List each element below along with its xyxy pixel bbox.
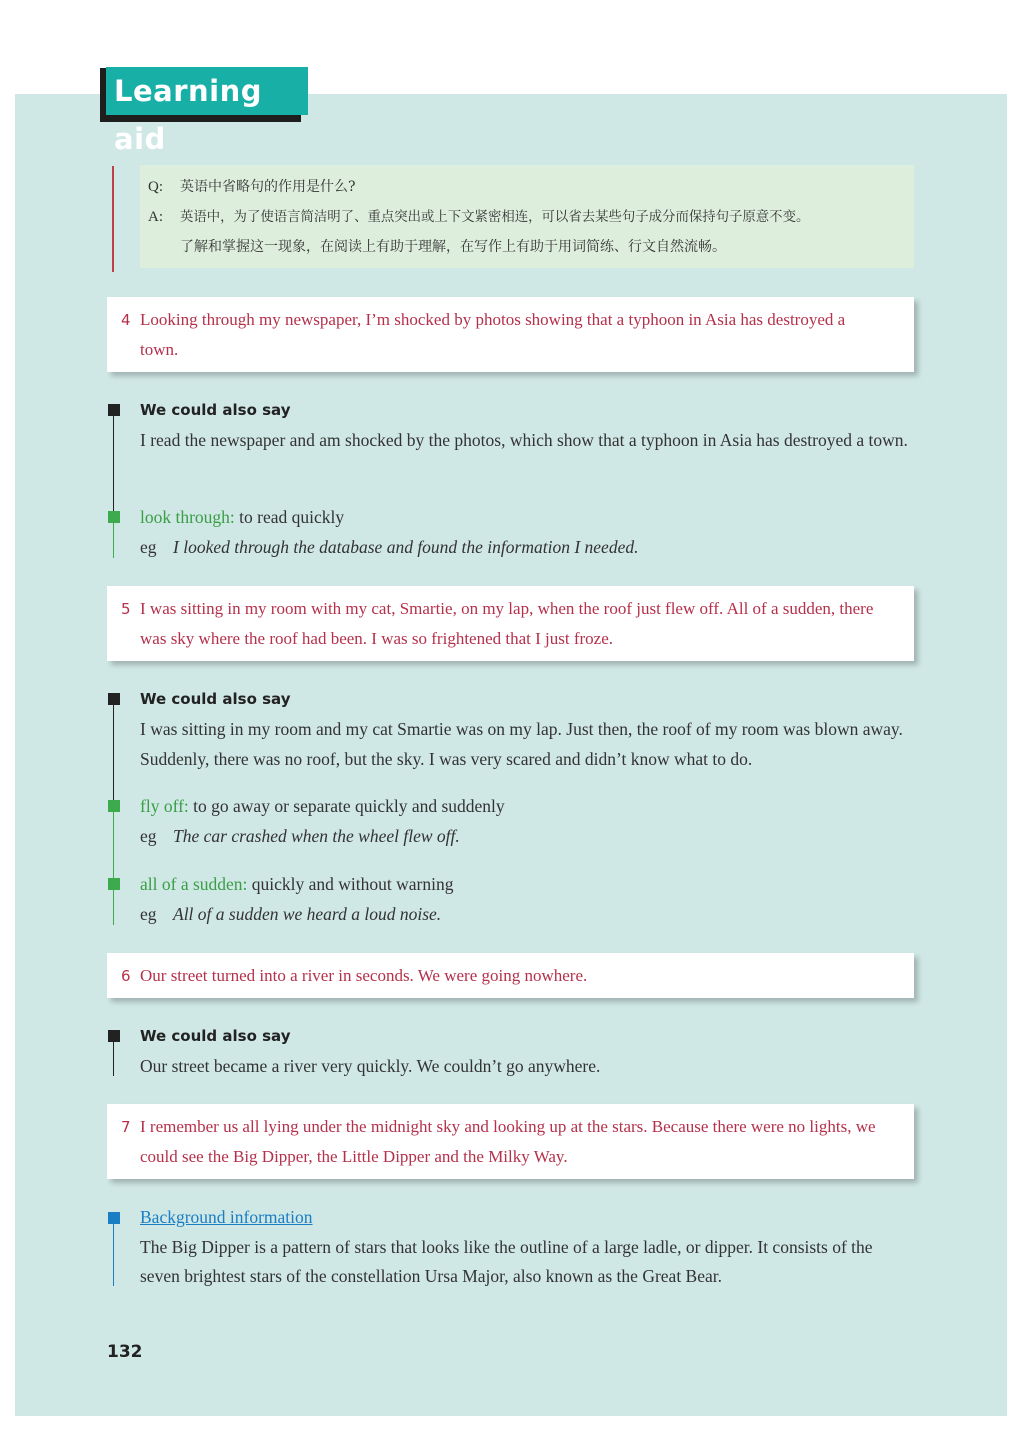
phrase-entry [140, 502, 910, 532]
eg-label: eg [140, 904, 157, 924]
section-title: Learning aid [106, 67, 308, 115]
sentence-box-7 [107, 1104, 914, 1179]
phrase-definition: quickly and without warning [247, 874, 454, 894]
sentence-number: 5 [121, 600, 131, 618]
background-heading: Background information [140, 1207, 313, 1227]
answer-line-1: 英语中，为了使语言简洁明了、重点突出或上下文紧密相连，可以省去某些句子成分而保持句子原意不变。 [180, 210, 810, 225]
sentence-box-5 [107, 586, 914, 661]
sentence-number: 7 [121, 1118, 131, 1136]
phrase-term: fly off: [140, 796, 189, 816]
sentence-text: Our street turned into a river in seconds. We were going nowhere. [140, 966, 588, 985]
phrase-entry [140, 869, 910, 899]
also-say-text: Our street became a river very quickly. We couldn’t go anywhere. [140, 1056, 601, 1076]
qa-box [140, 165, 914, 268]
answer-key: A: [148, 209, 163, 225]
note-marker [108, 404, 120, 416]
also-say-text: I read the newspaper and am shocked by the photos, which show that a typhoon in Asia has destroyed a town. [140, 430, 908, 450]
also-say-text: I was sitting in my room and my cat Smartie was on my lap. Just then, the roof of my room was blown away. Suddenly, there was no roof, but the sky. I was very scared and didn’t know what to do. [140, 719, 903, 769]
background-line [113, 1218, 114, 1286]
sentence-box-4 [107, 297, 914, 372]
sentence-number: 6 [121, 967, 131, 985]
phrase-term: look through: [140, 507, 235, 527]
note-marker [108, 693, 120, 705]
note-marker [108, 1030, 120, 1042]
also-say-heading: We could also say [140, 1027, 291, 1045]
phrase-entry [140, 791, 910, 821]
phrase-line [113, 800, 114, 925]
background-marker [108, 1212, 120, 1224]
answer-line-2: 了解和掌握这一现象，在阅读上有助于理解，在写作上有助于用词简练、行文自然流畅。 [180, 239, 726, 255]
example-text: I looked through the database and found the information I needed. [173, 537, 639, 557]
also-say-heading: We could also say [140, 690, 291, 708]
sentence-number: 4 [121, 311, 131, 329]
sentence-text: I remember us all lying under the midnight sky and looking up at the stars. Because there were no lights, we could see the Big Dipper, the Little Dipper and the Milky Way. [140, 1117, 876, 1166]
page-number: 132 [107, 1342, 143, 1362]
example-row [140, 826, 460, 847]
sentence-text: Looking through my newspaper, I’m shocked by photos showing that a typhoon in Asia has destroyed a town. [140, 310, 846, 359]
also-say-heading: We could also say [140, 401, 291, 419]
example-row [140, 537, 638, 558]
example-row [140, 904, 441, 925]
phrase-definition: to read quickly [234, 507, 345, 527]
question-row [148, 176, 356, 196]
qa-accent-line [112, 166, 114, 272]
phrase-marker [108, 511, 120, 523]
eg-label: eg [140, 826, 157, 846]
example-text: All of a sudden we heard a loud noise. [173, 904, 442, 924]
question-text: 英语中省略句的作用是什么? [180, 179, 356, 195]
phrase-marker [108, 800, 120, 812]
question-key: Q: [148, 179, 163, 195]
eg-label: eg [140, 537, 157, 557]
answer-row-2 [180, 236, 726, 256]
phrase-marker [108, 878, 120, 890]
phrase-term: all of a sudden: [140, 874, 248, 894]
example-text: The car crashed when the wheel flew off. [173, 826, 460, 846]
phrase-definition: to go away or separate quickly and suddenly [188, 796, 505, 816]
sentence-text: I was sitting in my room with my cat, Smartie, on my lap, when the roof just flew off. All of a sudden, there was sky where the roof had been. I was so frightened that I just froze. [140, 599, 874, 648]
sentence-box-6 [107, 953, 914, 998]
background-text: The Big Dipper is a pattern of stars that looks like the outline of a large ladle, or dipper. It consists of the seven brightest stars of the constellation Ursa Major, also known as the Great Bear. [140, 1237, 873, 1286]
note-line [113, 1036, 114, 1076]
answer-row [148, 206, 908, 226]
